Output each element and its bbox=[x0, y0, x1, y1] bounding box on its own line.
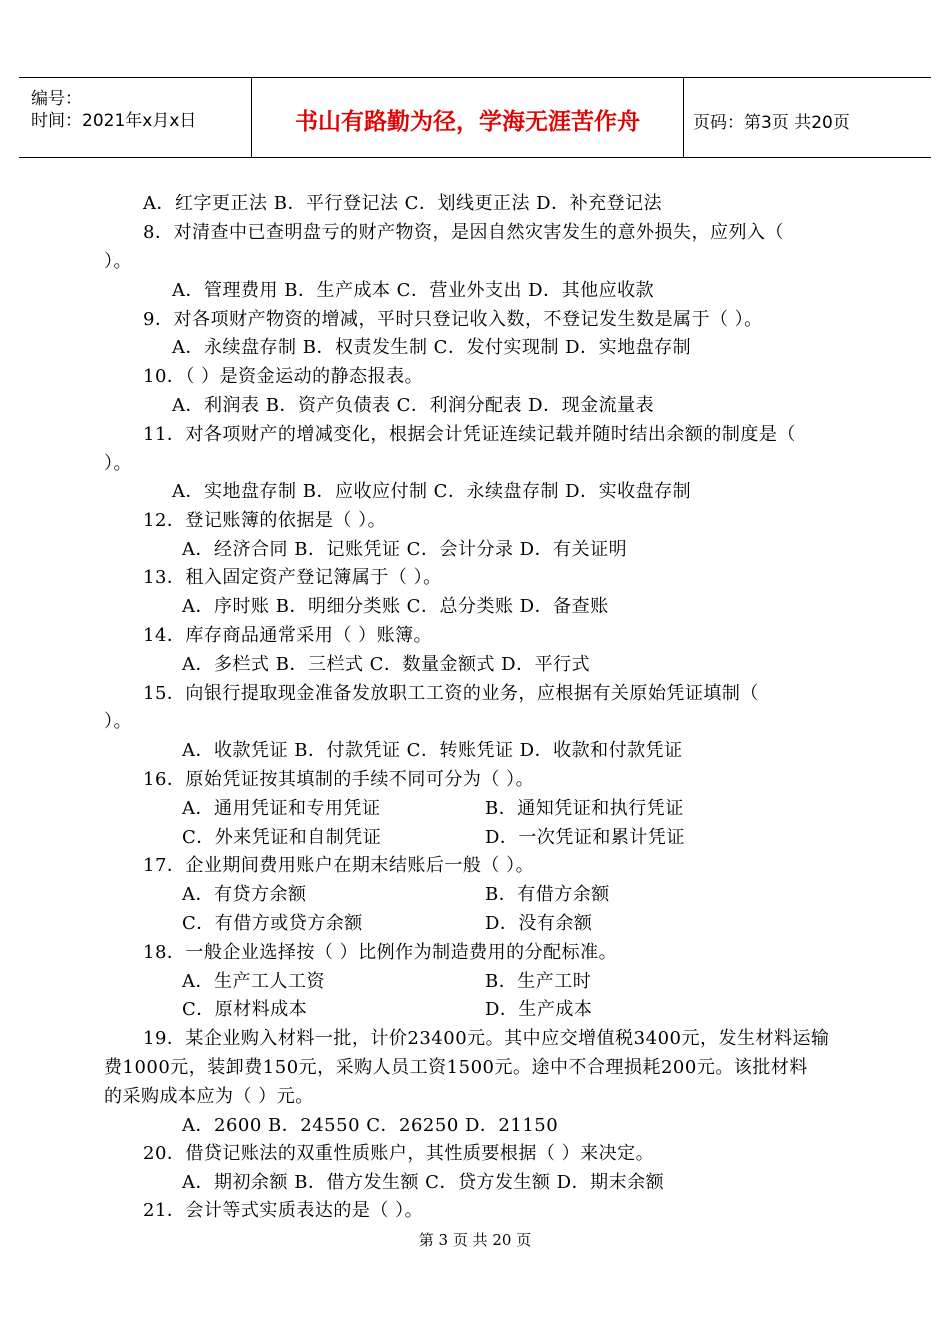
date-label: 时间：2021年x月x日 bbox=[31, 111, 197, 131]
options-13: A．序时账 B．明细分类账 C．总分类账 D．备查账 bbox=[182, 596, 609, 617]
options-11: A．实地盘存制 B．应收应付制 C．永续盘存制 D．实收盘存制 bbox=[172, 481, 692, 502]
option-18a: A．生产工人工资 bbox=[182, 971, 325, 992]
question-18: 18．一般企业选择按（ ）比例作为制造费用的分配标准。 bbox=[143, 942, 618, 963]
text-line: ）。 bbox=[104, 711, 132, 732]
header-page-cell bbox=[683, 78, 931, 157]
question-16: 16．原始凭证按其填制的手续不同可分为（ ）。 bbox=[143, 769, 535, 790]
serial-number-label: 编号： bbox=[31, 89, 82, 109]
header-meta-cell bbox=[19, 78, 251, 157]
option-16c: C．外来凭证和自制凭证 bbox=[182, 827, 382, 848]
text-line: ）。 bbox=[104, 251, 132, 272]
option-17d: D．没有余额 bbox=[485, 913, 593, 934]
options-9: A．永续盘存制 B．权责发生制 C．发付实现制 D．实地盘存制 bbox=[172, 337, 692, 358]
page-number-label: 页码：第3页 共20页 bbox=[693, 113, 850, 133]
options-15: A．收款凭证 B．付款凭证 C．转账凭证 D．收款和付款凭证 bbox=[182, 740, 683, 761]
question-9: 9．对各项财产物资的增减，平时只登记收入数，不登记发生数是属于（ ）。 bbox=[143, 309, 763, 330]
options-14: A．多栏式 B．三栏式 C．数量金额式 D．平行式 bbox=[182, 654, 591, 675]
option-17b: B．有借方余额 bbox=[485, 884, 610, 905]
options-20: A．期初余额 B．借方发生额 C．贷方发生额 D．期末余额 bbox=[182, 1172, 665, 1193]
motto: 书山有路勤为径，学海无涯苦作舟 bbox=[295, 109, 640, 135]
question-15: 15．向银行提取现金准备发放职工工资的业务，应根据有关原始凭证填制（ bbox=[143, 683, 759, 704]
question-17: 17．企业期间费用账户在期末结账后一般（ ）。 bbox=[143, 855, 535, 876]
header-motto-cell bbox=[251, 78, 684, 157]
text-line: 费1000元，装卸费150元，采购人员工资1500元。途中不合理损耗200元。该批材料 bbox=[104, 1057, 808, 1078]
options-10: A．利润表 B．资产负债表 C．利润分配表 D．现金流量表 bbox=[172, 395, 655, 416]
question-20: 20．借贷记账法的双重性质账户，其性质要根据（ ）来决定。 bbox=[143, 1143, 655, 1164]
text-line: A．红字更正法 B．平行登记法 C．划线更正法 D．补充登记法 bbox=[143, 193, 663, 214]
question-11: 11．对各项财产的增减变化，根据会计凭证连续记载并随时结出余额的制度是（ bbox=[143, 424, 796, 445]
option-16b: B．通知凭证和执行凭证 bbox=[485, 798, 684, 819]
question-13: 13．租入固定资产登记簿属于（ ）。 bbox=[143, 567, 442, 588]
options-8: A．管理费用 B．生产成本 C．营业外支出 D．其他应收款 bbox=[172, 280, 655, 301]
option-16a: A．通用凭证和专用凭证 bbox=[182, 798, 381, 819]
question-8: 8．对清查中已查明盘亏的财产物资，是因自然灾害发生的意外损失，应列入（ bbox=[143, 222, 784, 243]
question-12: 12．登记账簿的依据是（ ）。 bbox=[143, 510, 387, 531]
option-18b: B．生产工时 bbox=[485, 971, 592, 992]
option-18d: D．生产成本 bbox=[485, 999, 593, 1020]
options-19: A．2600 B．24550 C．26250 D．21150 bbox=[182, 1115, 559, 1136]
option-17c: C．有借方或贷方余额 bbox=[182, 913, 363, 934]
question-14: 14．库存商品通常采用（ ）账簿。 bbox=[143, 625, 433, 646]
option-18c: C．原材料成本 bbox=[182, 999, 308, 1020]
options-12: A．经济合同 B．记账凭证 C．会计分录 D．有关证明 bbox=[182, 539, 628, 560]
page-footer: 第 3 页 共 20 页 bbox=[418, 1231, 532, 1249]
question-21: 21．会计等式实质表达的是（ ）。 bbox=[143, 1200, 424, 1221]
option-16d: D．一次凭证和累计凭证 bbox=[485, 827, 685, 848]
text-line: ）。 bbox=[104, 453, 132, 474]
page-header bbox=[19, 77, 931, 158]
question-19: 19．某企业购入材料一批，计价23400元。其中应交增值税3400元，发生材料运输 bbox=[143, 1028, 830, 1049]
question-10: 10．（ ）是资金运动的静态报表。 bbox=[143, 366, 424, 387]
option-17a: A．有贷方余额 bbox=[182, 884, 307, 905]
text-line: 的采购成本应为（ ）元。 bbox=[104, 1086, 314, 1107]
